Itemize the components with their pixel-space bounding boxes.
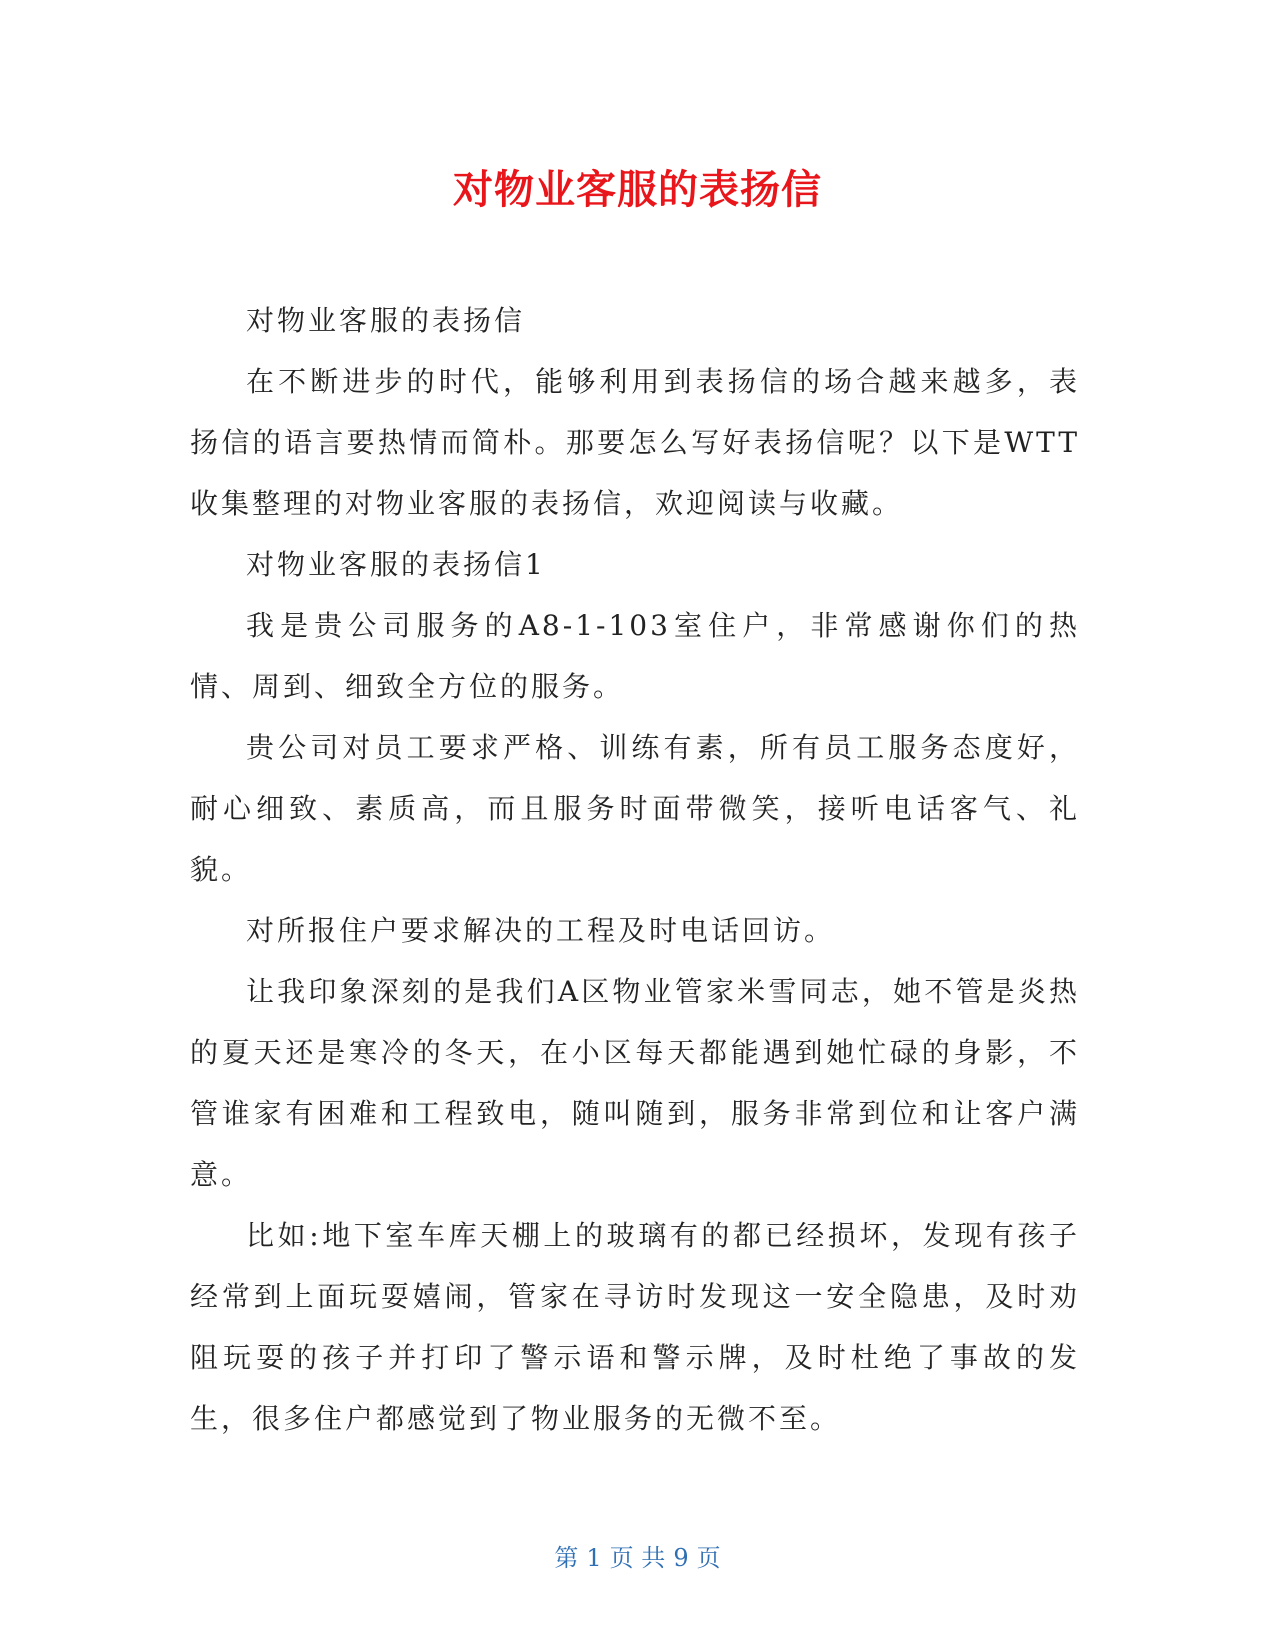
footer-label-end: 页 <box>696 1544 721 1572</box>
paragraph-letter-title: 对物业客服的表扬信1 <box>246 548 546 581</box>
paragraph-housekeeper: 让我印象深刻的是我们A区物业管家米雪同志，她不管是炎热的夏天还是寒冷的冬天，在小区每天都能遇到她忙碌的身影，不管谁家有困难和工程致电，随叫随到，服务非常到位和让客户满意。 <box>190 975 1080 1191</box>
footer-label-page: 第 <box>554 1544 579 1572</box>
footer-current-page: 1 <box>586 1544 602 1572</box>
document-body <box>190 290 1080 1449</box>
paragraph-staff: 贵公司对员工要求严格、训练有素，所有员工服务态度好，耐心细致、素质高，而且服务时面带微笑，接听电话客气、礼貌。 <box>190 731 1080 886</box>
page-footer <box>0 1540 1275 1576</box>
paragraph-heading: 对物业客服的表扬信 <box>246 304 526 337</box>
footer-total-pages: 9 <box>673 1544 689 1572</box>
paragraph-followup: 对所报住户要求解决的工程及时电话回访。 <box>246 914 836 947</box>
paragraph-resident: 我是贵公司服务的A8-1-103室住户，非常感谢你们的热情、周到、细致全方位的服务。 <box>190 609 1080 703</box>
paragraph-intro: 在不断进步的时代，能够利用到表扬信的场合越来越多，表扬信的语言要热情而简朴。那要怎么写好表扬信呢？以下是WTT收集整理的对物业客服的表扬信，欢迎阅读与收藏。 <box>190 365 1080 520</box>
footer-label-of: 页 共 <box>609 1544 666 1572</box>
paragraph-example: 比如:地下室车库天棚上的玻璃有的都已经损坏，发现有孩子经常到上面玩耍嬉闹，管家在寻访时发现这一安全隐患，及时劝阻玩耍的孩子并打印了警示语和警示牌，及时杜绝了事故的发生，很多住户都感觉到了物业服务的无微不至。 <box>190 1219 1080 1435</box>
document-title: 对物业客服的表扬信 <box>453 167 822 213</box>
